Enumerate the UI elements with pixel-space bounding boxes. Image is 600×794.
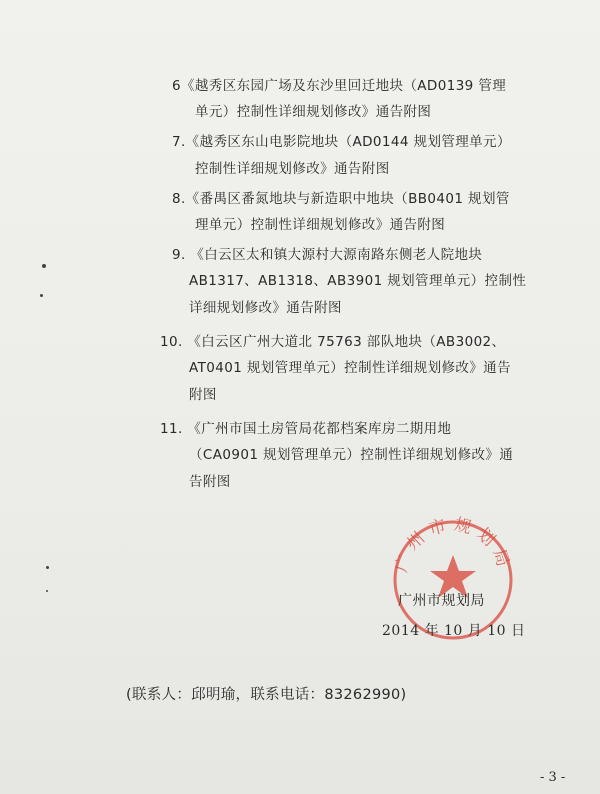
contact-info: (联系人：邱明瑜，联系电话：83262990)	[126, 687, 407, 703]
item-9-line-3: 详细规划修改》通告附图	[189, 300, 342, 316]
item-11-line-1: 11. 《广州市国土房管局花都档案库房二期用地	[160, 421, 452, 437]
scan-speck	[42, 264, 46, 268]
page-number: - 3 -	[540, 770, 566, 785]
item-10-line-2: AT0401 规划管理单元）控制性详细规划修改》通告	[189, 360, 511, 376]
item-9-line-2: AB1317、AB1318、AB3901 规划管理单元）控制性	[189, 273, 527, 289]
seal-text: 广州市规划局	[391, 515, 515, 575]
item-10-line-3: 附图	[189, 387, 217, 403]
item-7-line-1: 7.《越秀区东山电影院地块（AD0144 规划管理单元）	[172, 134, 511, 150]
scan-speck	[46, 566, 49, 569]
item-11-line-2: （CA0901 规划管理单元）控制性详细规划修改》通	[189, 447, 514, 463]
item-9-line-1: 9. 《白云区太和镇大源村大源南路东侧老人院地块	[172, 247, 483, 263]
issue-date: 2014 年 10 月 10 日	[382, 623, 526, 639]
item-7-line-2: 控制性详细规划修改》通告附图	[195, 161, 390, 177]
item-8-line-1: 8.《番禺区番氮地块与新造职中地块（BB0401 规划管	[172, 191, 510, 207]
item-10-line-1: 10. 《白云区广州大道北 75763 部队地块（AB3002、	[160, 334, 506, 350]
item-11-line-3: 告附图	[189, 474, 231, 490]
scan-speck	[40, 294, 43, 297]
issuer-name: 广州市规划局	[398, 593, 485, 609]
item-6-line-2: 单元）控制性详细规划修改》通告附图	[195, 104, 432, 120]
item-6-line-1: 6《越秀区东园广场及东沙里回迁地块（AD0139 管理	[172, 78, 507, 94]
item-8-line-2: 理单元）控制性详细规划修改》通告附图	[195, 217, 446, 233]
scan-speck	[46, 590, 48, 592]
